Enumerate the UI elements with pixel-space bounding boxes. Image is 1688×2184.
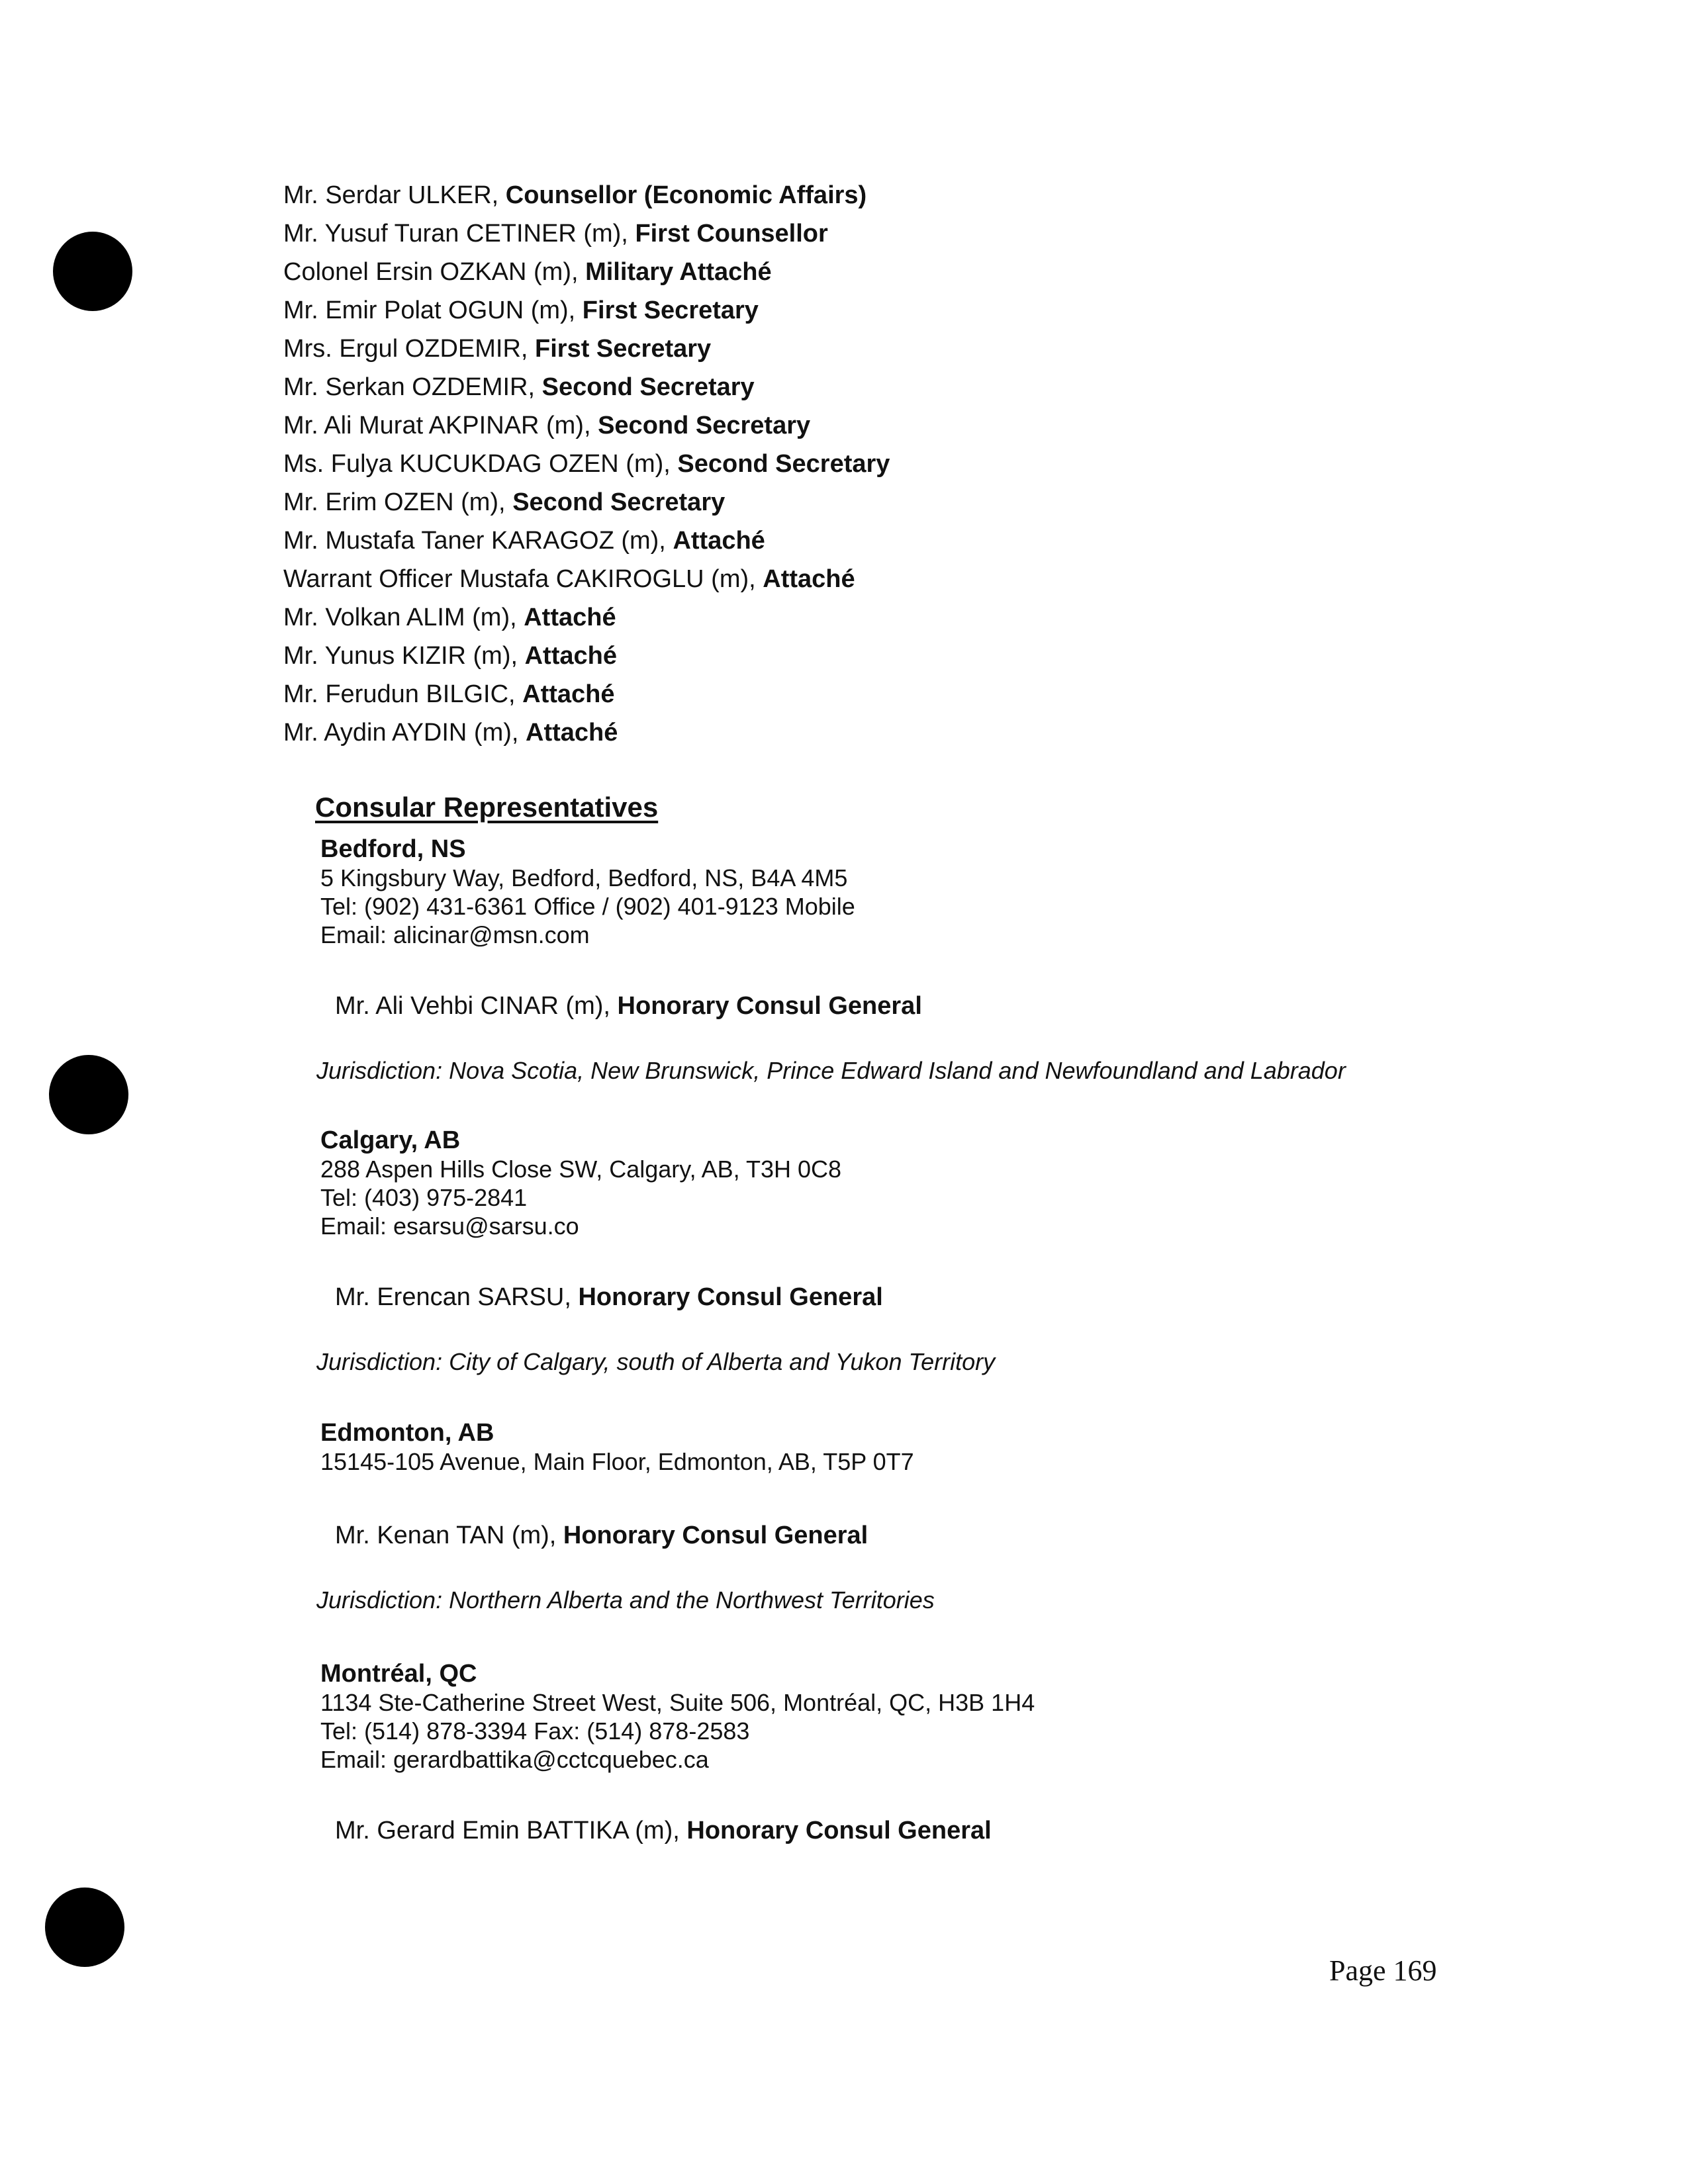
consulate-edmonton [316, 1419, 1578, 1616]
consul-entry [335, 990, 1578, 1022]
staff-name: Mr. Aydin AYDIN (m), [283, 719, 526, 747]
consulate-jurisdiction: Jurisdiction: Northern Alberta and the Northwest Territories [316, 1586, 935, 1614]
staff-name: Mr. Erim OZEN (m), [283, 488, 513, 516]
consul-name: Mr. Ali Vehbi CINAR (m), [335, 992, 618, 1020]
staff-entry [283, 637, 1475, 675]
punch-hole-top [53, 232, 132, 311]
consulate-address: 288 Aspen Hills Close SW, Calgary, AB, T3H 0C8 [320, 1156, 842, 1183]
staff-entry [283, 483, 1475, 522]
staff-name: Mr. Yunus KIZIR (m), [283, 642, 525, 670]
staff-title: Military Attaché [585, 258, 772, 286]
consulate-email: Email: gerardbattika@cctcquebec.ca [320, 1746, 709, 1773]
staff-name: Mr. Ali Murat AKPINAR (m), [283, 412, 598, 439]
staff-entry [283, 560, 1475, 598]
staff-entry [283, 598, 1475, 637]
consulate-address: 15145-105 Avenue, Main Floor, Edmonton, AB, T5P 0T7 [320, 1448, 914, 1475]
staff-entry [283, 368, 1475, 406]
consul-entry [335, 1815, 1578, 1846]
staff-entry [283, 713, 1475, 752]
consular-representatives-heading: Consular Representatives [315, 792, 659, 823]
staff-name: Colonel Ersin OZKAN (m), [283, 258, 586, 286]
staff-entry [283, 406, 1475, 445]
consul-title: Honorary Consul General [563, 1522, 868, 1549]
consulate-city: Calgary, AB [320, 1126, 461, 1154]
consulate-city: Edmonton, AB [320, 1419, 494, 1447]
consulate-city: Montréal, QC [320, 1660, 477, 1688]
consulate-address: 5 Kingsbury Way, Bedford, Bedford, NS, B4A 4M5 [320, 864, 848, 891]
consul-name: Mr. Erencan SARSU, [335, 1283, 579, 1311]
consulate-email: Email: alicinar@msn.com [320, 921, 590, 948]
staff-title: Attaché [526, 719, 618, 747]
staff-title: Second Secretary [541, 373, 755, 401]
punch-hole-bottom [45, 1888, 124, 1967]
staff-list [283, 176, 1475, 752]
staff-name: Mr. Ferudun BILGIC, [283, 680, 523, 708]
page-number: Page 169 [1329, 1954, 1437, 1987]
staff-title: Counsellor (Economic Affairs) [505, 181, 867, 209]
staff-entry [283, 176, 1475, 214]
consulate-bedford [316, 835, 1578, 1087]
staff-title: Attaché [763, 565, 855, 593]
staff-entry [283, 214, 1475, 253]
staff-title: Attaché [522, 680, 615, 708]
consul-name: Mr. Kenan TAN (m), [335, 1522, 563, 1549]
consulate-tel: Tel: (514) 878-3394 Fax: (514) 878-2583 [320, 1717, 750, 1745]
staff-title: Second Secretary [598, 412, 811, 439]
consulate-tel: Tel: (902) 431-6361 Office / (902) 401-9123 Mobile [320, 893, 855, 920]
consulate-jurisdiction: Jurisdiction: Nova Scotia, New Brunswick, Prince Edward Island and Newfoundland and Labrador [316, 1057, 1346, 1084]
staff-entry [283, 675, 1475, 713]
staff-title: First Counsellor [635, 220, 828, 248]
consulate-address: 1134 Ste-Catherine Street West, Suite 506, Montréal, QC, H3B 1H4 [320, 1689, 1035, 1716]
consulate-tel: Tel: (403) 975-2841 [320, 1184, 528, 1211]
staff-name: Mr. Yusuf Turan CETINER (m), [283, 220, 635, 248]
staff-title: First Secretary [582, 296, 759, 324]
staff-name: Warrant Officer Mustafa CAKIROGLU (m), [283, 565, 763, 593]
staff-title: Attaché [524, 642, 617, 670]
punch-hole-middle [49, 1055, 128, 1134]
staff-name: Mrs. Ergul OZDEMIR, [283, 335, 536, 363]
consulate-city: Bedford, NS [320, 835, 466, 863]
staff-entry [283, 522, 1475, 560]
staff-name: Mr. Serkan OZDEMIR, [283, 373, 542, 401]
consul-title: Honorary Consul General [617, 992, 922, 1020]
consul-title: Honorary Consul General [686, 1817, 992, 1844]
staff-entry [283, 330, 1475, 368]
staff-name: Ms. Fulya KUCUKDAG OZEN (m), [283, 450, 678, 478]
consul-name: Mr. Gerard Emin BATTIKA (m), [335, 1817, 687, 1844]
consul-entry [335, 1281, 1578, 1313]
staff-title: Second Secretary [677, 450, 890, 478]
staff-title: Second Secretary [512, 488, 726, 516]
staff-entry [283, 291, 1475, 330]
staff-name: Mr. Mustafa Taner KARAGOZ (m), [283, 527, 673, 555]
staff-title: First Secretary [535, 335, 712, 363]
consul-entry [335, 1520, 1578, 1551]
staff-entry [283, 445, 1475, 483]
consulate-email: Email: esarsu@sarsu.co [320, 1212, 579, 1240]
consulate-calgary [316, 1126, 1578, 1378]
staff-name: Mr. Volkan ALIM (m), [283, 604, 524, 631]
consul-title: Honorary Consul General [578, 1283, 883, 1311]
staff-title: Attaché [524, 604, 616, 631]
staff-name: Mr. Serdar ULKER, [283, 181, 506, 209]
staff-title: Attaché [673, 527, 765, 555]
staff-entry [283, 253, 1475, 291]
consulate-montreal [320, 1660, 1578, 1846]
consulate-jurisdiction: Jurisdiction: City of Calgary, south of Alberta and Yukon Territory [316, 1348, 996, 1375]
staff-name: Mr. Emir Polat OGUN (m), [283, 296, 583, 324]
